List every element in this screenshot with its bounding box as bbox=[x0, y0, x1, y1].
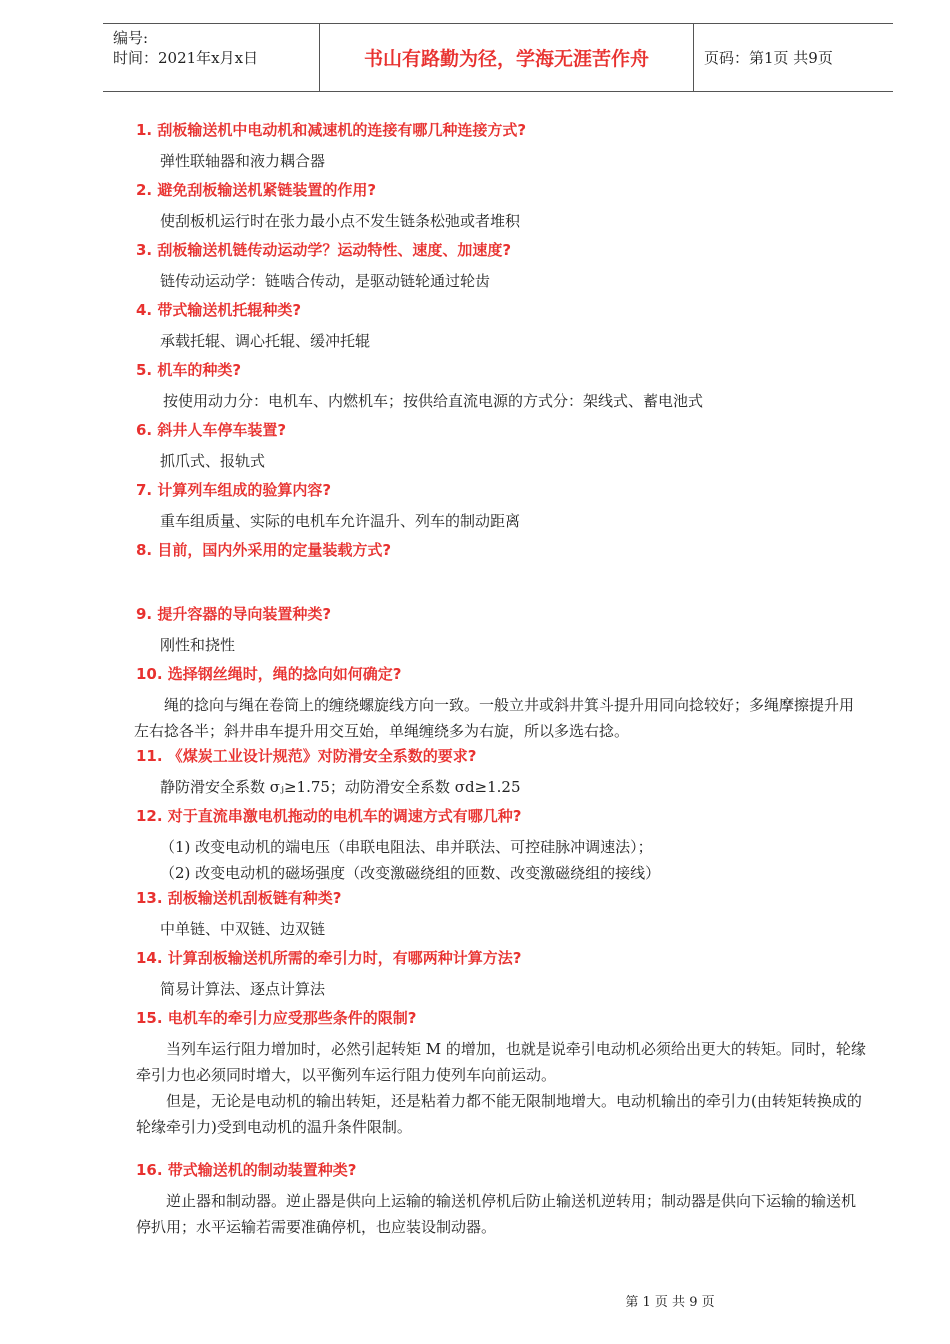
header-page-info: 页码：第1页 共9页 bbox=[704, 49, 833, 67]
header-meta bbox=[103, 24, 319, 91]
time-label: 时间：2021年x月x日 bbox=[113, 49, 259, 67]
question-14: 14. 计算刮板输送机所需的牵引力时，有哪两种计算方法? bbox=[136, 949, 522, 967]
question-3: 3. 刮板输送机链传动运动学？运动特性、速度、加速度? bbox=[136, 241, 512, 259]
answer-1: 弹性联轴器和液力耦合器 bbox=[160, 152, 326, 170]
answer-7: 重车组质量、实际的电机车允许温升、列车的制动距离 bbox=[160, 512, 521, 530]
question-7: 7. 计算列车组成的验算内容? bbox=[136, 481, 332, 499]
answer-4: 承载托辊、调心托辊、缓冲托辊 bbox=[160, 332, 371, 350]
question-5: 5. 机车的种类? bbox=[136, 361, 242, 379]
header-motto: 书山有路勤为径，学海无涯苦作舟 bbox=[319, 24, 694, 91]
page-header bbox=[103, 23, 893, 92]
answer-2: 使刮板机运行时在张力最小点不发生链条松弛或者堆积 bbox=[160, 212, 521, 230]
answer-14: 简易计算法、逐点计算法 bbox=[160, 980, 326, 998]
answer-12: （1) 改变电动机的端电压（串联电阻法、串并联法、可控硅脉冲调速法）； （2) 改变电动机的磁场强度（改变激磁绕组的匝数、改变激磁绕组的接线） bbox=[160, 838, 661, 882]
question-9: 9. 提升容器的导向装置种类? bbox=[136, 605, 332, 623]
question-1: 1. 刮板输送机中电动机和减速机的连接有哪几种连接方式? bbox=[136, 121, 527, 139]
question-8: 8. 目前，国内外采用的定量装载方式? bbox=[136, 541, 392, 559]
answer-5: 按使用动力分：电机车、内燃机车；按供给直流电源的方式分：架线式、蓄电池式 bbox=[163, 392, 704, 410]
question-16: 16. 带式输送机的制动装置种类? bbox=[136, 1161, 357, 1179]
question-10: 10. 选择钢丝绳时，绳的捻向如何确定? bbox=[136, 665, 402, 683]
page-footer: 第 1 页 共 9 页 bbox=[625, 1295, 715, 1310]
question-6: 6. 斜井人车停车装置? bbox=[136, 421, 287, 439]
question-15: 15. 电机车的牵引力应受那些条件的限制? bbox=[136, 1009, 417, 1027]
answer-16: 逆止器和制动器。逆止器是供向上运输的输送机停机后防止输送机逆转用；制动器是供向下运输的输送机停扒用；水平运输若需要准确停机，也应装设制动器。 bbox=[136, 1192, 857, 1236]
question-13: 13. 刮板输送机刮板链有种类? bbox=[136, 889, 342, 907]
question-2: 2. 避免刮板输送机紧链装置的作用? bbox=[136, 181, 377, 199]
answer-13: 中单链、中双链、边双链 bbox=[160, 920, 326, 938]
question-12: 12. 对于直流串激电机拖动的电机车的调速方式有哪几种? bbox=[136, 807, 522, 825]
answer-8-blank bbox=[136, 568, 866, 594]
qa-list bbox=[136, 118, 866, 1240]
answer-11: 静防滑安全系数 σⱼ≥1.75；动防滑安全系数 σd≥1.25 bbox=[160, 778, 521, 796]
answer-3: 链传动运动学：链啮合传动，是驱动链轮通过轮齿 bbox=[160, 272, 491, 290]
answer-15: 当列车运行阻力增加时，必然引起转矩 M 的增加，也就是说牵引电动机必须给出更大的转矩。同时，轮缘牵引力也必须同时增大，以平衡列车运行阻力使列车向前运动。 但是，无论是电动机的输出转矩，还是粘着力都不能无限制地增大。电动机输出的牵引力(由转矩转换成的轮缘牵引力)受到电动机的温升条件限制。 bbox=[136, 1040, 866, 1136]
number-label: 编号: bbox=[113, 29, 149, 47]
answer-9: 刚性和挠性 bbox=[160, 636, 236, 654]
question-4: 4. 带式输送机托辊种类? bbox=[136, 301, 302, 319]
answer-10: 绳的捻向与绳在卷筒上的缠绕螺旋线方向一致。一般立井或斜井箕斗提升用同向捻较好；多绳摩擦提升用左右捻各半；斜井串车提升用交互始，单绳缠绕多为右旋，所以多选右捻。 bbox=[134, 696, 855, 740]
answer-6: 抓爪式、报轨式 bbox=[160, 452, 266, 470]
question-11: 11. 《煤炭工业设计规范》对防滑安全系数的要求? bbox=[136, 747, 477, 765]
